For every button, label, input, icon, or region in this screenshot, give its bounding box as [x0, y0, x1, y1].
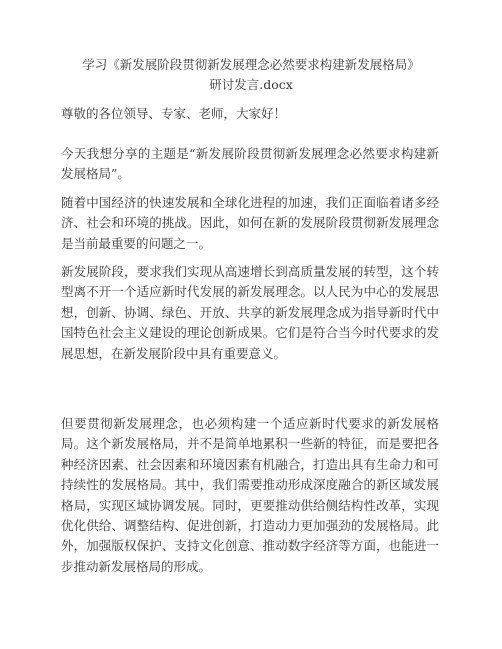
paragraph-topic: 今天我想分享的主题是“新发展阶段贯彻新发展理念必然要求构建新发展格局”。	[61, 146, 439, 182]
paragraph-new-pattern: 但要贯彻新发展理念，也必须构建一个适应新时代要求的新发展格局。这个新发展格局，并不是简单地累积一些新的特征，而是要把各种经济因素、社会因素和环境因素有机融合，打造出具有生命力和可持续性的发展格局。其中，我们需要推动形成深度融合的新区域发展格局，实现区域协调发展。同时，更要推动供给侧结构性改革，实现优化供给、调整结构、促进创新，打造动力更加强劲的发展格局。此外，加强版权保护、支持文化创意、推动数字经济等方面，也能进一步推动新发展格局的形成。	[61, 416, 439, 574]
document-title-line-2: 研讨发言.docx	[209, 77, 293, 92]
paragraph-background: 随着中国经济的快速发展和全球化进程的加速，我们正面临着诸多经济、社会和环境的挑战。因此，如何在新的发展阶段贯彻新发展理念是当前最重要的问题之一。	[61, 195, 439, 251]
paragraph-greeting: 尊敬的各位领导、专家、老师，大家好！	[61, 106, 287, 121]
document-title-line-1: 学习《新发展阶段贯彻新发展理念必然要求构建新发展格局》	[82, 57, 420, 72]
paragraph-new-stage: 新发展阶段，要求我们实现从高速增长到高质量发展的转型，这个转型离不开一个适应新时代发展的新发展理念。以人民为中心的发展思想，创新、协调、绿色、开放、共享的新发展理念成为指导新时代中国特色社会主义建设的理论创新成果。它们是符合当今时代要求的发展思想，在新发展阶段中具有重要意义。	[61, 264, 439, 361]
